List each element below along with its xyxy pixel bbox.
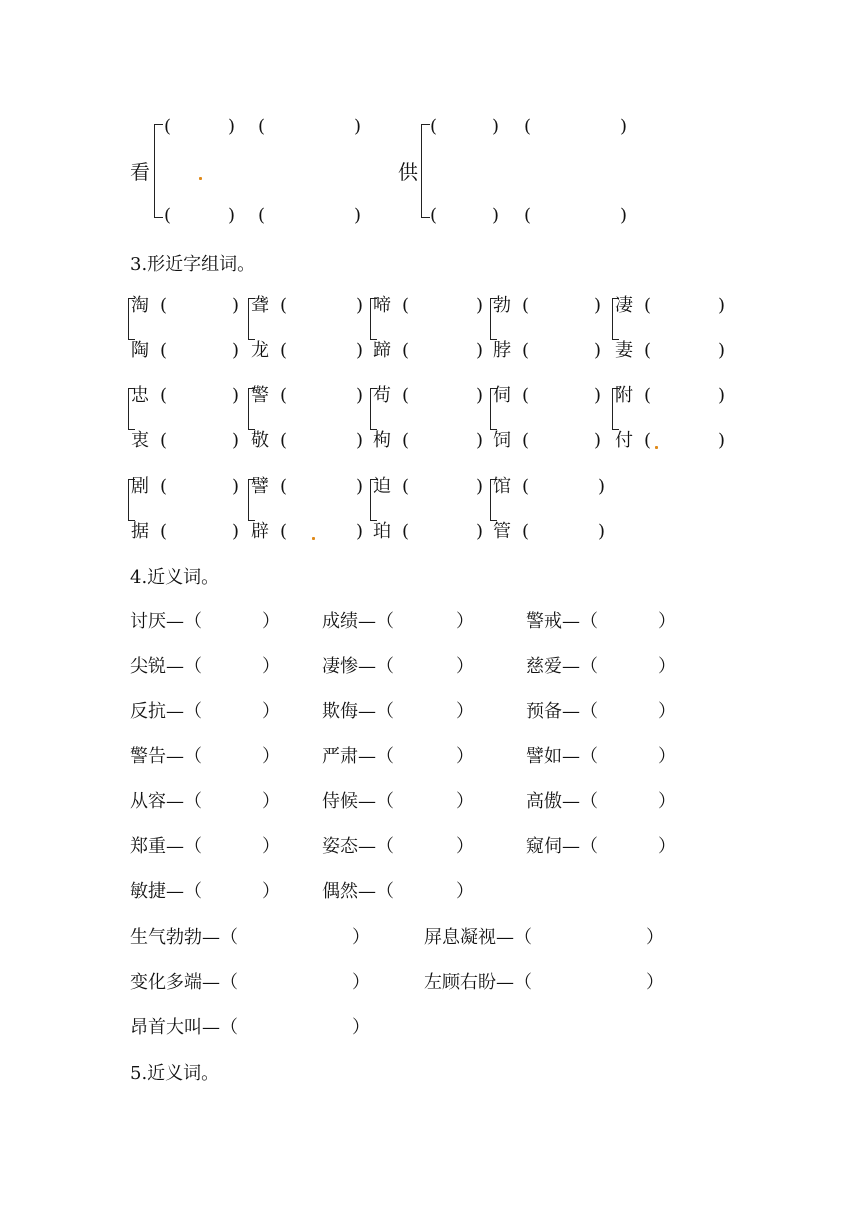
- idiom-prompt: 变化多端—（: [130, 972, 238, 993]
- answer-close-paren: ）: [646, 972, 664, 993]
- pair-char: 饲: [493, 430, 511, 451]
- close-paren: ): [356, 430, 364, 451]
- pair-char: 警: [251, 385, 269, 406]
- close-paren: ): [476, 340, 484, 361]
- synonym-prompt: 警告—（: [130, 746, 202, 767]
- pair-char: 付: [615, 430, 633, 451]
- synonym-prompt: 郑重—（: [130, 836, 202, 857]
- answer-close-paren: ）: [456, 746, 474, 767]
- open-paren: (: [160, 385, 168, 406]
- answer-close-paren: ）: [646, 927, 664, 948]
- idiom-prompt: 屏息凝视—（: [424, 927, 532, 948]
- synonym-prompt: 高傲—（: [526, 791, 598, 812]
- open-paren: (: [280, 295, 288, 316]
- pair-char: 蹄: [373, 340, 391, 361]
- pair-char: 据: [131, 521, 149, 542]
- pair-char: 辟: [251, 521, 269, 542]
- pair-char: 苟: [373, 385, 391, 406]
- answer-close-paren: ）: [262, 746, 280, 767]
- answer-close-paren: ）: [658, 656, 676, 677]
- open-paren: (: [280, 521, 288, 542]
- paren: (: [430, 116, 438, 137]
- open-paren: (: [402, 295, 410, 316]
- pair-char: 凄: [615, 295, 633, 316]
- close-paren: ): [718, 295, 726, 316]
- close-paren: ): [356, 521, 364, 542]
- close-paren: ): [476, 430, 484, 451]
- open-paren: (: [402, 521, 410, 542]
- open-paren: (: [644, 340, 652, 361]
- close-paren: ): [594, 340, 602, 361]
- answer-close-paren: ）: [456, 881, 474, 902]
- open-paren: (: [644, 295, 652, 316]
- answer-close-paren: ）: [658, 746, 676, 767]
- open-paren: (: [402, 430, 410, 451]
- close-paren: ): [594, 430, 602, 451]
- synonym-prompt: 成绩—（: [322, 611, 394, 632]
- open-paren: (: [160, 521, 168, 542]
- close-paren: ): [356, 340, 364, 361]
- idiom-prompt: 左顾右盼—（: [424, 972, 532, 993]
- paren: (: [258, 116, 266, 137]
- close-paren: ): [594, 385, 602, 406]
- close-paren: ): [232, 340, 240, 361]
- close-paren: ): [476, 385, 484, 406]
- synonym-prompt: 凄惨—（: [322, 656, 394, 677]
- paren: (: [524, 116, 532, 137]
- close-paren: ): [598, 521, 606, 542]
- answer-close-paren: ）: [352, 972, 370, 993]
- paren: ): [354, 205, 362, 226]
- answer-close-paren: ）: [456, 701, 474, 722]
- answer-close-paren: ）: [262, 791, 280, 812]
- synonym-prompt: 姿态—（: [322, 836, 394, 857]
- pair-char: 淘: [131, 295, 149, 316]
- pair-char: 忠: [131, 385, 149, 406]
- open-paren: (: [160, 295, 168, 316]
- answer-close-paren: ）: [658, 701, 676, 722]
- open-paren: (: [280, 476, 288, 497]
- answer-close-paren: ）: [658, 791, 676, 812]
- synonym-prompt: 窥伺—（: [526, 836, 598, 857]
- open-paren: (: [280, 430, 288, 451]
- polyphone-char: 供: [398, 160, 418, 184]
- synonym-prompt: 预备—（: [526, 701, 598, 722]
- paren: ): [228, 116, 236, 137]
- pair-char: 枸: [373, 430, 391, 451]
- open-paren: (: [402, 340, 410, 361]
- pair-char: 衷: [131, 430, 149, 451]
- idiom-prompt: 生气勃勃—（: [130, 927, 238, 948]
- open-paren: (: [644, 430, 652, 451]
- paren: (: [430, 205, 438, 226]
- paren: ): [354, 116, 362, 137]
- pair-char: 伺: [493, 385, 511, 406]
- synonym-prompt: 尖锐—（: [130, 656, 202, 677]
- stray-mark: [199, 177, 202, 180]
- paren: ): [228, 205, 236, 226]
- open-paren: (: [160, 430, 168, 451]
- synonym-prompt: 慈爱—（: [526, 656, 598, 677]
- open-paren: (: [280, 385, 288, 406]
- pair-char: 馆: [493, 476, 511, 497]
- pair-char: 譬: [251, 476, 269, 497]
- open-paren: (: [644, 385, 652, 406]
- close-paren: ): [356, 385, 364, 406]
- pair-char: 啼: [373, 295, 391, 316]
- open-paren: (: [160, 340, 168, 361]
- answer-close-paren: ）: [352, 927, 370, 948]
- synonym-prompt: 从容—（: [130, 791, 202, 812]
- answer-close-paren: ）: [456, 836, 474, 857]
- paren: (: [164, 205, 172, 226]
- close-paren: ): [718, 430, 726, 451]
- brace: [421, 124, 430, 218]
- pair-char: 勃: [493, 295, 511, 316]
- section-4-title: 4.近义词。: [130, 567, 220, 588]
- synonym-prompt: 反抗—（: [130, 701, 202, 722]
- pair-char: 妻: [615, 340, 633, 361]
- close-paren: ): [232, 476, 240, 497]
- open-paren: (: [522, 521, 530, 542]
- answer-close-paren: ）: [658, 611, 676, 632]
- close-paren: ): [356, 295, 364, 316]
- pair-char: 管: [493, 521, 511, 542]
- close-paren: ): [718, 385, 726, 406]
- open-paren: (: [522, 476, 530, 497]
- close-paren: ): [356, 476, 364, 497]
- open-paren: (: [522, 295, 530, 316]
- pair-char: 聋: [251, 295, 269, 316]
- pair-char: 陶: [131, 340, 149, 361]
- paren: (: [258, 205, 266, 226]
- close-paren: ): [232, 430, 240, 451]
- open-paren: (: [522, 340, 530, 361]
- pair-char: 敬: [251, 430, 269, 451]
- close-paren: ): [594, 295, 602, 316]
- answer-close-paren: ）: [262, 656, 280, 677]
- answer-close-paren: ）: [456, 656, 474, 677]
- answer-close-paren: ）: [262, 611, 280, 632]
- stray-mark: [655, 446, 658, 449]
- paren: ): [620, 116, 628, 137]
- paren: (: [524, 205, 532, 226]
- brace: [154, 124, 163, 218]
- synonym-prompt: 譬如—（: [526, 746, 598, 767]
- open-paren: (: [160, 476, 168, 497]
- synonym-prompt: 侍候—（: [322, 791, 394, 812]
- synonym-prompt: 敏捷—（: [130, 881, 202, 902]
- pair-char: 附: [615, 385, 633, 406]
- paren: (: [164, 116, 172, 137]
- pair-char: 珀: [373, 521, 391, 542]
- section-3-title: 3.形近字组词。: [130, 254, 256, 275]
- answer-close-paren: ）: [352, 1017, 370, 1038]
- pair-char: 剧: [131, 476, 149, 497]
- synonym-prompt: 欺侮—（: [322, 701, 394, 722]
- answer-close-paren: ）: [262, 701, 280, 722]
- close-paren: ): [232, 521, 240, 542]
- close-paren: ): [476, 295, 484, 316]
- open-paren: (: [402, 476, 410, 497]
- paren: ): [620, 205, 628, 226]
- answer-close-paren: ）: [262, 881, 280, 902]
- answer-close-paren: ）: [456, 611, 474, 632]
- paren: ): [492, 205, 500, 226]
- pair-char: 龙: [251, 340, 269, 361]
- close-paren: ): [476, 476, 484, 497]
- stray-mark: [312, 537, 315, 540]
- answer-close-paren: ）: [262, 836, 280, 857]
- close-paren: ): [598, 476, 606, 497]
- paren: ): [492, 116, 500, 137]
- polyphone-char: 看: [130, 160, 150, 184]
- close-paren: ): [476, 521, 484, 542]
- close-paren: ): [232, 385, 240, 406]
- open-paren: (: [522, 430, 530, 451]
- open-paren: (: [280, 340, 288, 361]
- idiom-prompt: 昂首大叫—（: [130, 1017, 238, 1038]
- section-5-title: 5.近义词。: [130, 1063, 220, 1084]
- answer-close-paren: ）: [658, 836, 676, 857]
- open-paren: (: [522, 385, 530, 406]
- synonym-prompt: 讨厌—（: [130, 611, 202, 632]
- close-paren: ): [232, 295, 240, 316]
- answer-close-paren: ）: [456, 791, 474, 812]
- pair-char: 脖: [493, 340, 511, 361]
- synonym-prompt: 警戒—（: [526, 611, 598, 632]
- synonym-prompt: 偶然—（: [322, 881, 394, 902]
- synonym-prompt: 严肃—（: [322, 746, 394, 767]
- pair-char: 迫: [373, 476, 391, 497]
- close-paren: ): [718, 340, 726, 361]
- open-paren: (: [402, 385, 410, 406]
